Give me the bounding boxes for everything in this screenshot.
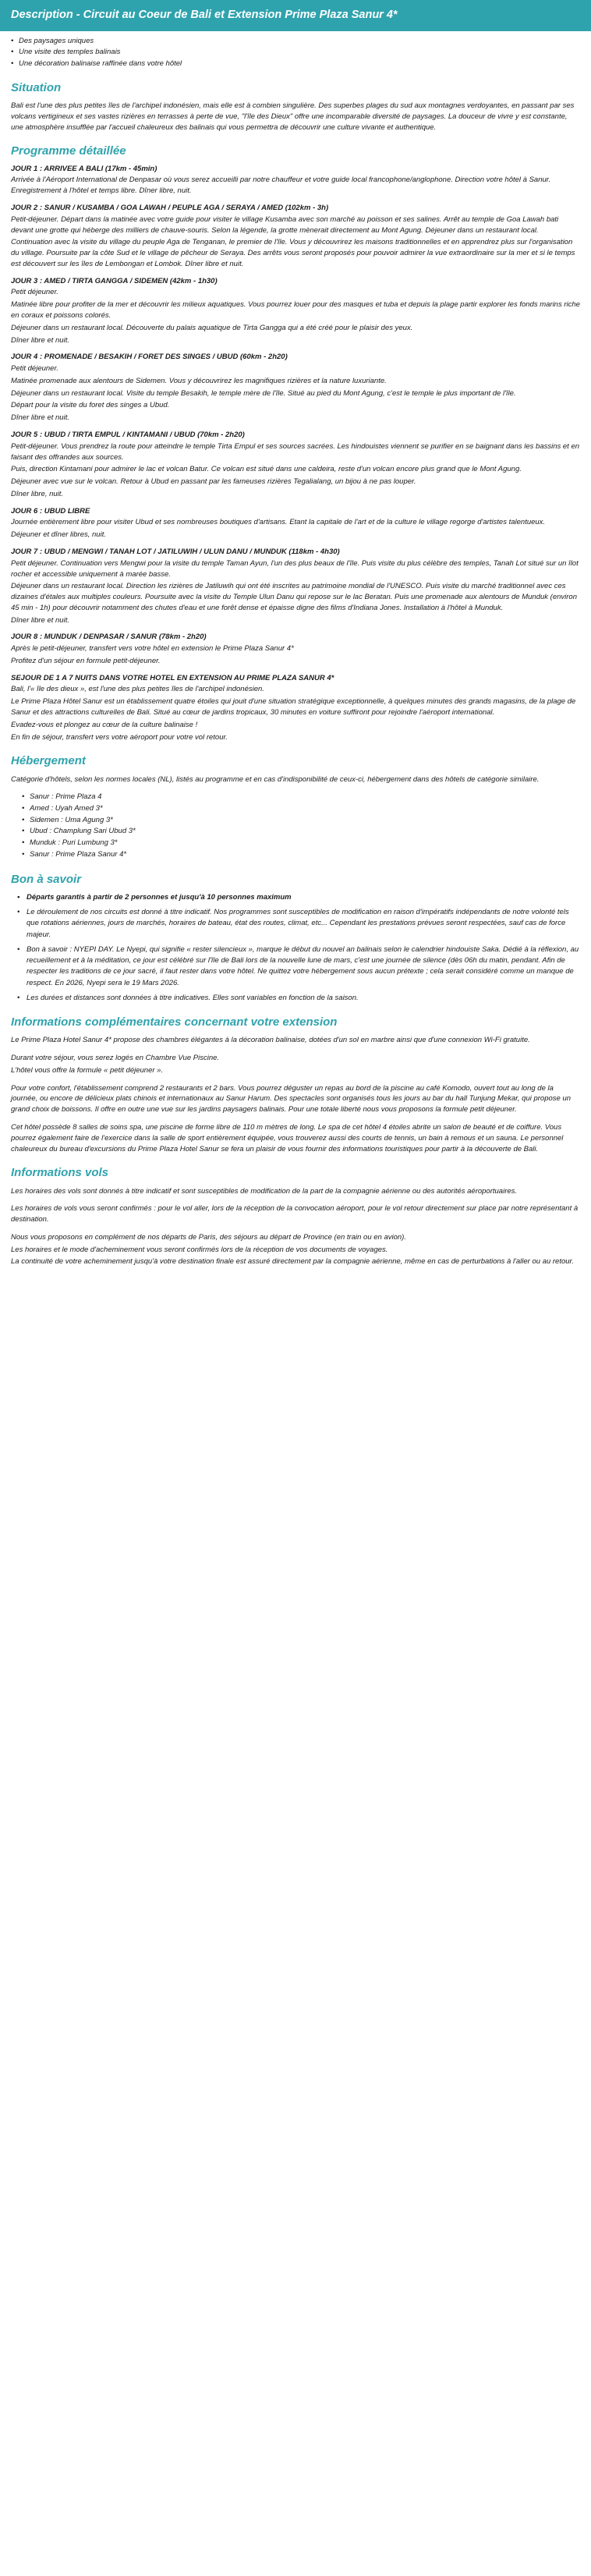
section-heading-extension: Informations complémentaires concernant votre extension <box>11 1015 338 1029</box>
day-title: JOUR 4 : PROMENADE / BESAKIH / FORET DES SINGES / UBUD (60km - 2h20) <box>11 353 288 362</box>
good-to-know-item: • Départs garantis à partir de 2 personnes et jusqu'à 10 personnes maximum <box>11 892 580 903</box>
stay-paragraph: Evadez-vous et plongez au cœur de la culture balinaise ! <box>11 720 198 729</box>
day-paragraph: Dîner libre, nuit. <box>11 489 64 498</box>
day-paragraph: Déjeuner dans un restaurant local. Découverte du palais aquatique de Tirta Gangga qui a été créé pour le plaisir des yeux. <box>11 323 413 332</box>
day-block <box>11 165 580 197</box>
stay-title: SEJOUR DE 1 A 7 NUITS DANS VOTRE HOTEL EN EXTENSION AU PRIME PLAZA SANUR 4* <box>11 673 334 682</box>
situation-text: Bali est l'une des plus petites îles de l'archipel indonésien, mais elle est à combien singulière. Des superbes plages du sud aux montagnes verdoyantes, en passant par ses volcans vertigineux et ses vastes rizières en terrasses à perte de vue, "l'île des Dieux" offre une incomparable diversité de paysages. La douceur de vivre y est constante, une atmosphère insufflée par l'accueil chaleureux des balinais qui vous permettra de découvrir une culture vivante et authentique. <box>11 101 575 132</box>
vols-paragraph: Les horaires et le mode d'acheminement vous seront confirmés lors de la réception de vos documents de voyages. <box>11 1245 388 1254</box>
good-to-know-item: • Les durées et distances sont données à titre indicatives. Elles sont variables en fonction de la saison. <box>11 993 580 1004</box>
day-paragraph: Continuation avec la visite du village du peuple Aga de Tenganan, le premier de l'île. Vous y découvrirez les maisons traditionnelles et en apprendrez plus sur l'organisation du village. Poursuite par la côte Sud et le village de pêcheur de Seraya. Des arrêts vous seront proposés pour pouvoir admirer la vue extraordinaire sur la mer et si le temps est découvert sur les îles de Lembongan et Lombok. Dîner libre et nuit. <box>11 238 575 268</box>
day-paragraph: Petit déjeuner. Continuation vers Mengwi pour la visite du temple Taman Ayun, l'un des plus beaux de l'île. Puis visite du plus célèbre des temples, Tanah Lot situé sur un îlot rocher et accessible uniquement à marée basse. <box>11 558 579 579</box>
day-title: JOUR 3 : AMED / TIRTA GANGGA / SIDEMEN (42km - 1h30) <box>11 276 218 285</box>
day-paragraph: Déjeuner et dîner libres, nuit. <box>11 530 106 540</box>
extension-paragraph: Cet hôtel possède 8 salles de soins spa, une piscine de forme libre de 110 m mètres de long. Le spa de cet hôtel 4 étoiles abrite un salon de beauté et de coiffure. Vous pourrez également faire de l'exercice dans la salle de sport entièrement équipée, vous trouverez aussi des courts de tennis, un bain à remous et un sauna. Le personnel chaleureux du bureau d'excursions du Prime Plaza Hotel Sanur se fera un plaisir de vous fournir des informations touristiques pour partir à la découverte de Bali. <box>11 1122 564 1153</box>
section-heading-situation: Situation <box>11 80 62 94</box>
day-paragraph: Départ pour la visite du foret des singes a Ubud. <box>11 401 170 410</box>
header-banner <box>0 0 591 31</box>
good-to-know-item: • Bon à savoir : NYEPI DAY. Le Nyepi, qui signifie « rester silencieux », marque le début du nouvel an balinais selon le calendrier hindouiste Saka. Dédié à la réflexion, au recueillement et à la méditation, ce jour est célébré sur l'île de Bali lors de la nouvelle lune de mars, c'est une journée de silence (dès 06h du matin, pendant. Afin de respecter les traditions de ce jour sacré, il faut rester dans votre hôtel. Ne quittez votre hébergement sous aucun prétexte ; cela serait considéré comme un manque de respect. En 2026, Nyepi sera le 19 Mars 2026. <box>11 944 580 989</box>
hotel-item: • Amed : Uyah Amed 3* <box>11 803 580 815</box>
day-block <box>11 353 580 423</box>
page-title: Description - Circuit au Coeur de Bali et Extension Prime Plaza Sanur 4* <box>11 9 398 21</box>
extension-paragraph: Le Prime Plaza Hotel Sanur 4* propose des chambres élégantes à la décoration balinaise, dotées d'un sol en marbre ainsi que d'une connexion Wi-Fi gratuite. <box>11 1036 530 1045</box>
day-paragraph: Arrivée à l'Aéroport International de Denpasar où vous serez accueilli par notre chauffeur et votre guide local francophone/anglophone. Direction votre hôtel à Sanur. Enregistrement à l'hôtel et temps libre. Dîner libre, nuit. <box>11 175 551 196</box>
day-paragraph: Puis, direction Kintamani pour admirer le lac et volcan Batur. Ce volcan est situé dans une caldeira, reste d'un volcan encore plus grand que le Mont Agung. <box>11 465 522 474</box>
day-block <box>11 632 580 666</box>
day-title: JOUR 1 : ARRIVEE A BALI (17km - 45min) <box>11 164 157 173</box>
good-to-know-list <box>11 892 580 1004</box>
day-title: JOUR 5 : UBUD / TIRTA EMPUL / KINTAMANI / UBUD (70km - 2h20) <box>11 430 245 439</box>
day-title: JOUR 6 : UBUD LIBRE <box>11 506 90 516</box>
hotel-item: • Sanur : Prime Plaza Sanur 4* <box>11 849 580 861</box>
day-paragraph: Petit déjeuner. <box>11 364 58 374</box>
hotel-item: • Sidemen : Uma Agung 3* <box>11 815 580 827</box>
hotel-item: • Sanur : Prime Plaza 4 <box>11 792 580 803</box>
vols-paragraph: Les horaires de vols vous seront confirmés : pour le vol aller, lors de la réception de la convocation aéroport, pour le vol retour directement sur place par notre représentant à destination. <box>11 1204 579 1224</box>
hotel-list <box>11 792 580 860</box>
vols-paragraph: Les horaires des vols sont donnés à titre indicatif et sont susceptibles de modification de la part de la compagnie aérienne ou des autorités aéroportuaires. <box>11 1186 518 1196</box>
section-heading-bon-a-savoir: Bon à savoir <box>11 872 82 886</box>
day-paragraph: Petit-déjeuner. Vous prendrez la route pour atteindre le temple Tirta Empul et ses sources sacrées. Les hindouistes viennent se purifier en se baignant dans les bassins et en faisant des offrandes aux sources. <box>11 441 580 462</box>
day-paragraph: Matinée libre pour profiter de la mer et découvrir les milieux aquatiques. Vous pourrez louer pour des masques et tuba et depuis la plage partir explorer les fonds marins riche en coraux et poissons colorés. <box>11 300 580 320</box>
hebergement-intro: Catégorie d'hôtels, selon les normes locales (NL), listés au programme et en cas d'indisponibilité de ceux-ci, hébergement dans des hôtels de catégorie similaire. <box>11 774 540 784</box>
extension-paragraph: Durant votre séjour, vous serez logés en Chambre Vue Piscine. <box>11 1054 220 1063</box>
highlight-item: • Des paysages uniques <box>11 36 580 47</box>
extension-paragraph: Pour votre confort, l'établissement comprend 2 restaurants et 2 bars. Vous pourrez déguster un repas au bord de la piscine au café Komodo, ouvert tout au long de la journée, ou encore de délicieux plats chinois et internationaux au Sanur Harum. Des spectacles sont organisés tous les jours au bar du hall Tunjung Mekar, qui propose un grand choix de boissons. Il offre en outre une vue sur les jardins paysagers balinais. Pour une totale liberté nous vous proposons la formule petit déjeuner. <box>11 1083 572 1114</box>
highlights-list <box>11 36 580 69</box>
day-block <box>11 277 580 346</box>
day-title: JOUR 8 : MUNDUK / DENPASAR / SANUR (78km - 2h20) <box>11 632 207 642</box>
hotel-item: • Ubud : Champlung Sari Ubud 3* <box>11 826 580 838</box>
extension-paragraph: L'hôtel vous offre la formule « petit déjeuner ». <box>11 1065 164 1075</box>
day-paragraph: Déjeuner avec vue sur le volcan. Retour à Ubud en passant par les fameuses rizières Tegalialang, un bijou à ne pas louper. <box>11 477 416 487</box>
day-paragraph: Dîner libre et nuit. <box>11 335 69 345</box>
section-heading-hebergement: Hébergement <box>11 754 86 768</box>
stay-paragraph: En fin de séjour, transfert vers votre aéroport pour votre vol retour. <box>11 732 228 742</box>
day-paragraph: Profitez d'un séjour en formule petit-déjeuner. <box>11 656 161 665</box>
day-block <box>11 507 580 540</box>
day-paragraph: Matinée promenade aux alentours de Sidemen. Vous y découvrirez les magnifiques rizières et la nature luxuriante. <box>11 376 387 385</box>
day-paragraph: Dîner libre et nuit. <box>11 615 69 625</box>
day-title: JOUR 2 : SANUR / KUSAMBA / GOA LAWAH / PEUPLE AGA / SERAYA / AMED (102km - 3h) <box>11 204 329 213</box>
stay-paragraph: Bali, l'« île des dieux », est l'une des plus petites îles de l'archipel indonésien. <box>11 685 264 694</box>
day-block <box>11 431 580 500</box>
day-block <box>11 547 580 625</box>
vols-paragraph: Nous vous proposons en complément de nos départs de Paris, des séjours au départ de Province (en train ou en avion). <box>11 1232 406 1242</box>
section-heading-vols: Informations vols <box>11 1166 109 1180</box>
day-title: JOUR 7 : UBUD / MENGWI / TANAH LOT / JATILUWIH / ULUN DANU / MUNDUK (118km - 4h30) <box>11 547 340 556</box>
day-paragraph: Après le petit-déjeuner, transfert vers votre hôtel en extension le Prime Plaza Sanur 4* <box>11 644 294 654</box>
day-paragraph: Dîner libre et nuit. <box>11 413 69 423</box>
day-paragraph: Déjeuner dans un restaurant local. Visite du temple Besakih, le temple mère de l'île. Situé au pied du Mont Agung, c'est le temple le plus important de l'île. <box>11 388 516 398</box>
day-paragraph: Petit-déjeuner. Départ dans la matinée avec votre guide pour visiter le village Kusamba avec son marché au poisson et ses salines. Arrêt au temple de Goa Lawah bati devant une grotte qui héberge des milliers de chauve-souris. Selon la légende, la grotte mènerait directement au Mont Agung. Déjeuner dans un restaurant local. <box>11 214 559 235</box>
day-paragraph: Déjeuner dans un restaurant local. Direction les rizières de Jatiluwih qui ont été inscrites au patrimoine mondial de l'UNESCO. Puis visite du marché traditionnel avec ces dizaines d'étales aux multiples couleurs. Poursuite avec la visite du Temple Ulun Danu qui repose sur le lac Beratan. Puis une promenade aux alentours de Munduk (environ 45 min - 1h) pour découvrir notamment des chutes d'eau et une forêt dense et épaisse digne des films d'Indiana Jones. Installation à l'hôtel à Munduk. <box>11 582 577 612</box>
section-heading-programme: Programme détaillée <box>11 144 126 158</box>
good-to-know-item: • Le déroulement de nos circuits est donné à titre indicatif. Nos programmes sont susceptibles de modification en raison d'impératifs indépendants de notre volonté tels que rotations aériennes, jours de marchés, horaires de bateau, état des routes, climat, etc... Cependant les prestations prévues seront respectées, sauf cas de force majeur. <box>11 907 580 941</box>
vols-paragraph: La continuité de votre acheminement jusqu'à votre destination finale est assuré directement par la compagnie aérienne, même en cas de perturbations à l'aller ou au retour. <box>11 1257 574 1267</box>
hotel-item: • Munduk : Puri Lumbung 3* <box>11 838 580 849</box>
day-paragraph: Petit déjeuner. <box>11 288 58 297</box>
day-block <box>11 204 580 270</box>
highlight-item: • Une décoration balinaise raffinée dans votre hôtel <box>11 58 580 69</box>
day-paragraph: Journée entièrement libre pour visiter Ubud et ses nombreuses boutiques d'artisans. Etant la capitale de l'art et de la culture le village regorge d'artistes talentueux. <box>11 518 546 527</box>
stay-paragraph: Le Prime Plaza Hôtel Sanur est un établissement quatre étoiles qui jouit d'une situation stratégique exceptionnelle, à quelques minutes des grands magasins, de la plage de Sanur et des attractions culturelles de Bali. Situé au cœur de jardins tropicaux, 30 minutes en voiture suffiront pour rejoindre l'aéroport international. <box>11 697 576 718</box>
highlight-item: • Une visite des temples balinais <box>11 47 580 58</box>
